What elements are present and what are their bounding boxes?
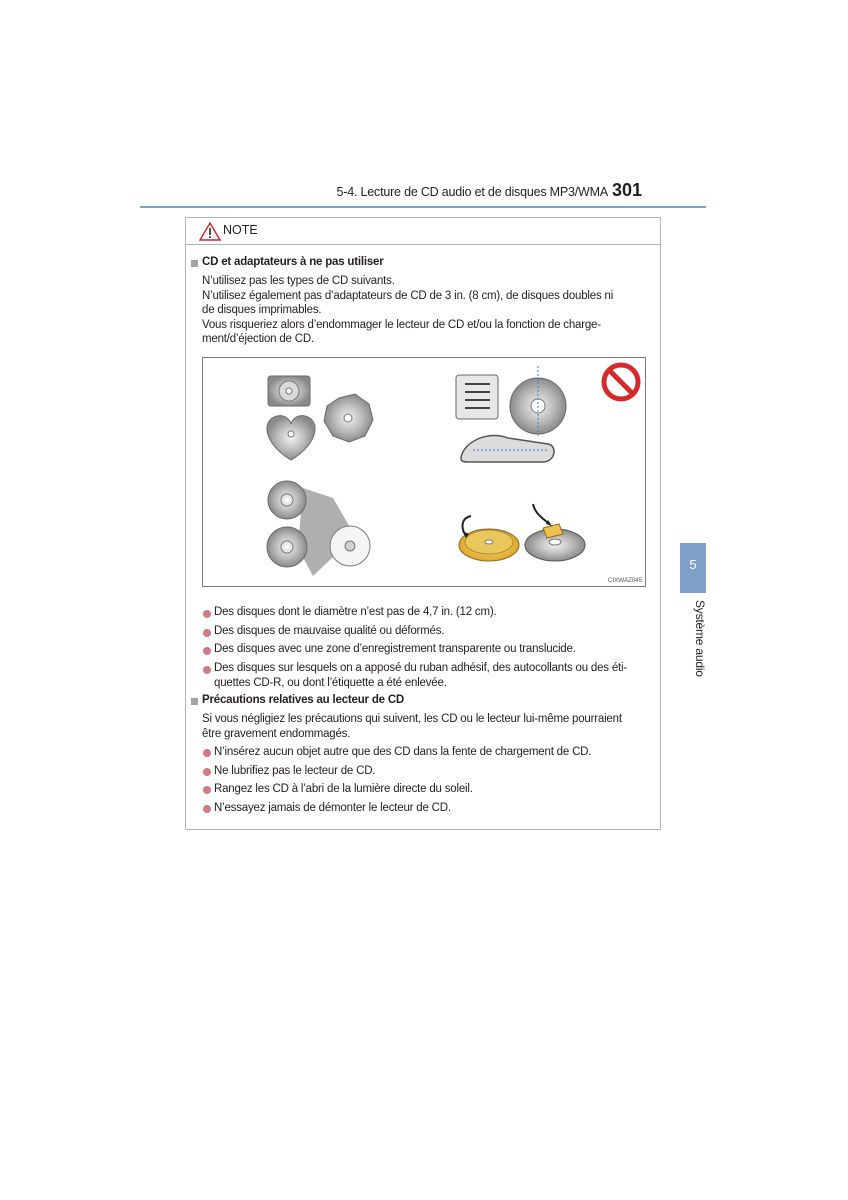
bullet-item: Des disques dont le diamètre n’est pas de 4,7 in. (12 cm).	[214, 606, 497, 618]
section2-line: Si vous négligiez les précautions qui suivent, les CD ou le lecteur lui-même pourraient	[202, 713, 622, 725]
labeled-disc-icon	[459, 504, 585, 561]
bullet-dot	[203, 786, 211, 794]
polygon-disc-icon	[324, 394, 373, 442]
chapter-label: Système audio	[693, 600, 707, 677]
bullet-item: Des disques avec une zone d’enregistrement transparente ou translucide.	[214, 643, 576, 655]
square-disc-icon	[268, 376, 310, 406]
note-label: NOTE	[223, 223, 258, 237]
page-number: 301	[612, 180, 643, 200]
bullet-dot	[203, 666, 211, 674]
bullet-item: Des disques sur lesquels on a apposé du ruban adhésif, des autocollants ou des éti-	[214, 662, 628, 674]
section-title: 5-4. Lecture de CD audio et de disques MP3/WMA	[336, 185, 608, 199]
section1-line: N’utilisez pas les types de CD suivants.	[202, 275, 395, 287]
bullet-dot	[203, 805, 211, 813]
bullet-dot	[203, 749, 211, 757]
bullet-item: Rangez les CD à l’abri de la lumière directe du soleil.	[214, 782, 473, 795]
section1-line: N’utilisez également pas d’adaptateurs de CD de 3 in. (8 cm), de disques doubles ni	[202, 289, 614, 302]
bullet-dot	[203, 610, 211, 618]
bullet-item: N’insérez aucun objet autre que des CD dans la fente de chargement de CD.	[214, 745, 592, 758]
bullet-dot	[203, 647, 211, 655]
section1-line: Vous risqueriez alors d’endommager le lecteur de CD et/ou la fonction de charge-	[202, 318, 601, 331]
bullet-item: Ne lubrifiez pas le lecteur de CD.	[214, 764, 376, 777]
note-header	[186, 218, 660, 245]
section2-line: être gravement endommagés.	[202, 727, 351, 740]
chapter-tab	[680, 543, 706, 593]
section1-heading: CD et adaptateurs à ne pas utiliser	[202, 256, 384, 268]
section1-line: de disques imprimables.	[202, 304, 322, 316]
illustration-drawing	[203, 358, 645, 586]
prohibited-icon	[604, 365, 638, 399]
bullet-item: N’essayez jamais de démonter le lecteur de CD.	[214, 801, 451, 814]
section2-heading: Précautions relatives au lecteur de CD	[202, 694, 405, 706]
bullet-dot	[203, 768, 211, 776]
header-rule	[140, 206, 706, 208]
adapter-disc-icon	[267, 481, 370, 576]
bullet-dot	[203, 629, 211, 637]
chapter-number: 5	[689, 557, 697, 572]
section1-line: ment/d’éjection de CD.	[202, 333, 314, 345]
bullet-item: Des disques de mauvaise qualité ou déformés.	[214, 625, 445, 637]
heart-disc-icon	[267, 416, 315, 460]
section-marker	[191, 260, 198, 267]
cd-types-illustration	[202, 357, 646, 587]
section-marker	[191, 698, 198, 705]
warning-triangle-icon	[199, 222, 221, 241]
transparent-disc-icon	[456, 366, 566, 462]
figure-code: CIXWAZ045	[607, 577, 642, 584]
bullet-item: quettes CD-R, ou dont l’étiquette a été enlevée.	[214, 676, 447, 689]
